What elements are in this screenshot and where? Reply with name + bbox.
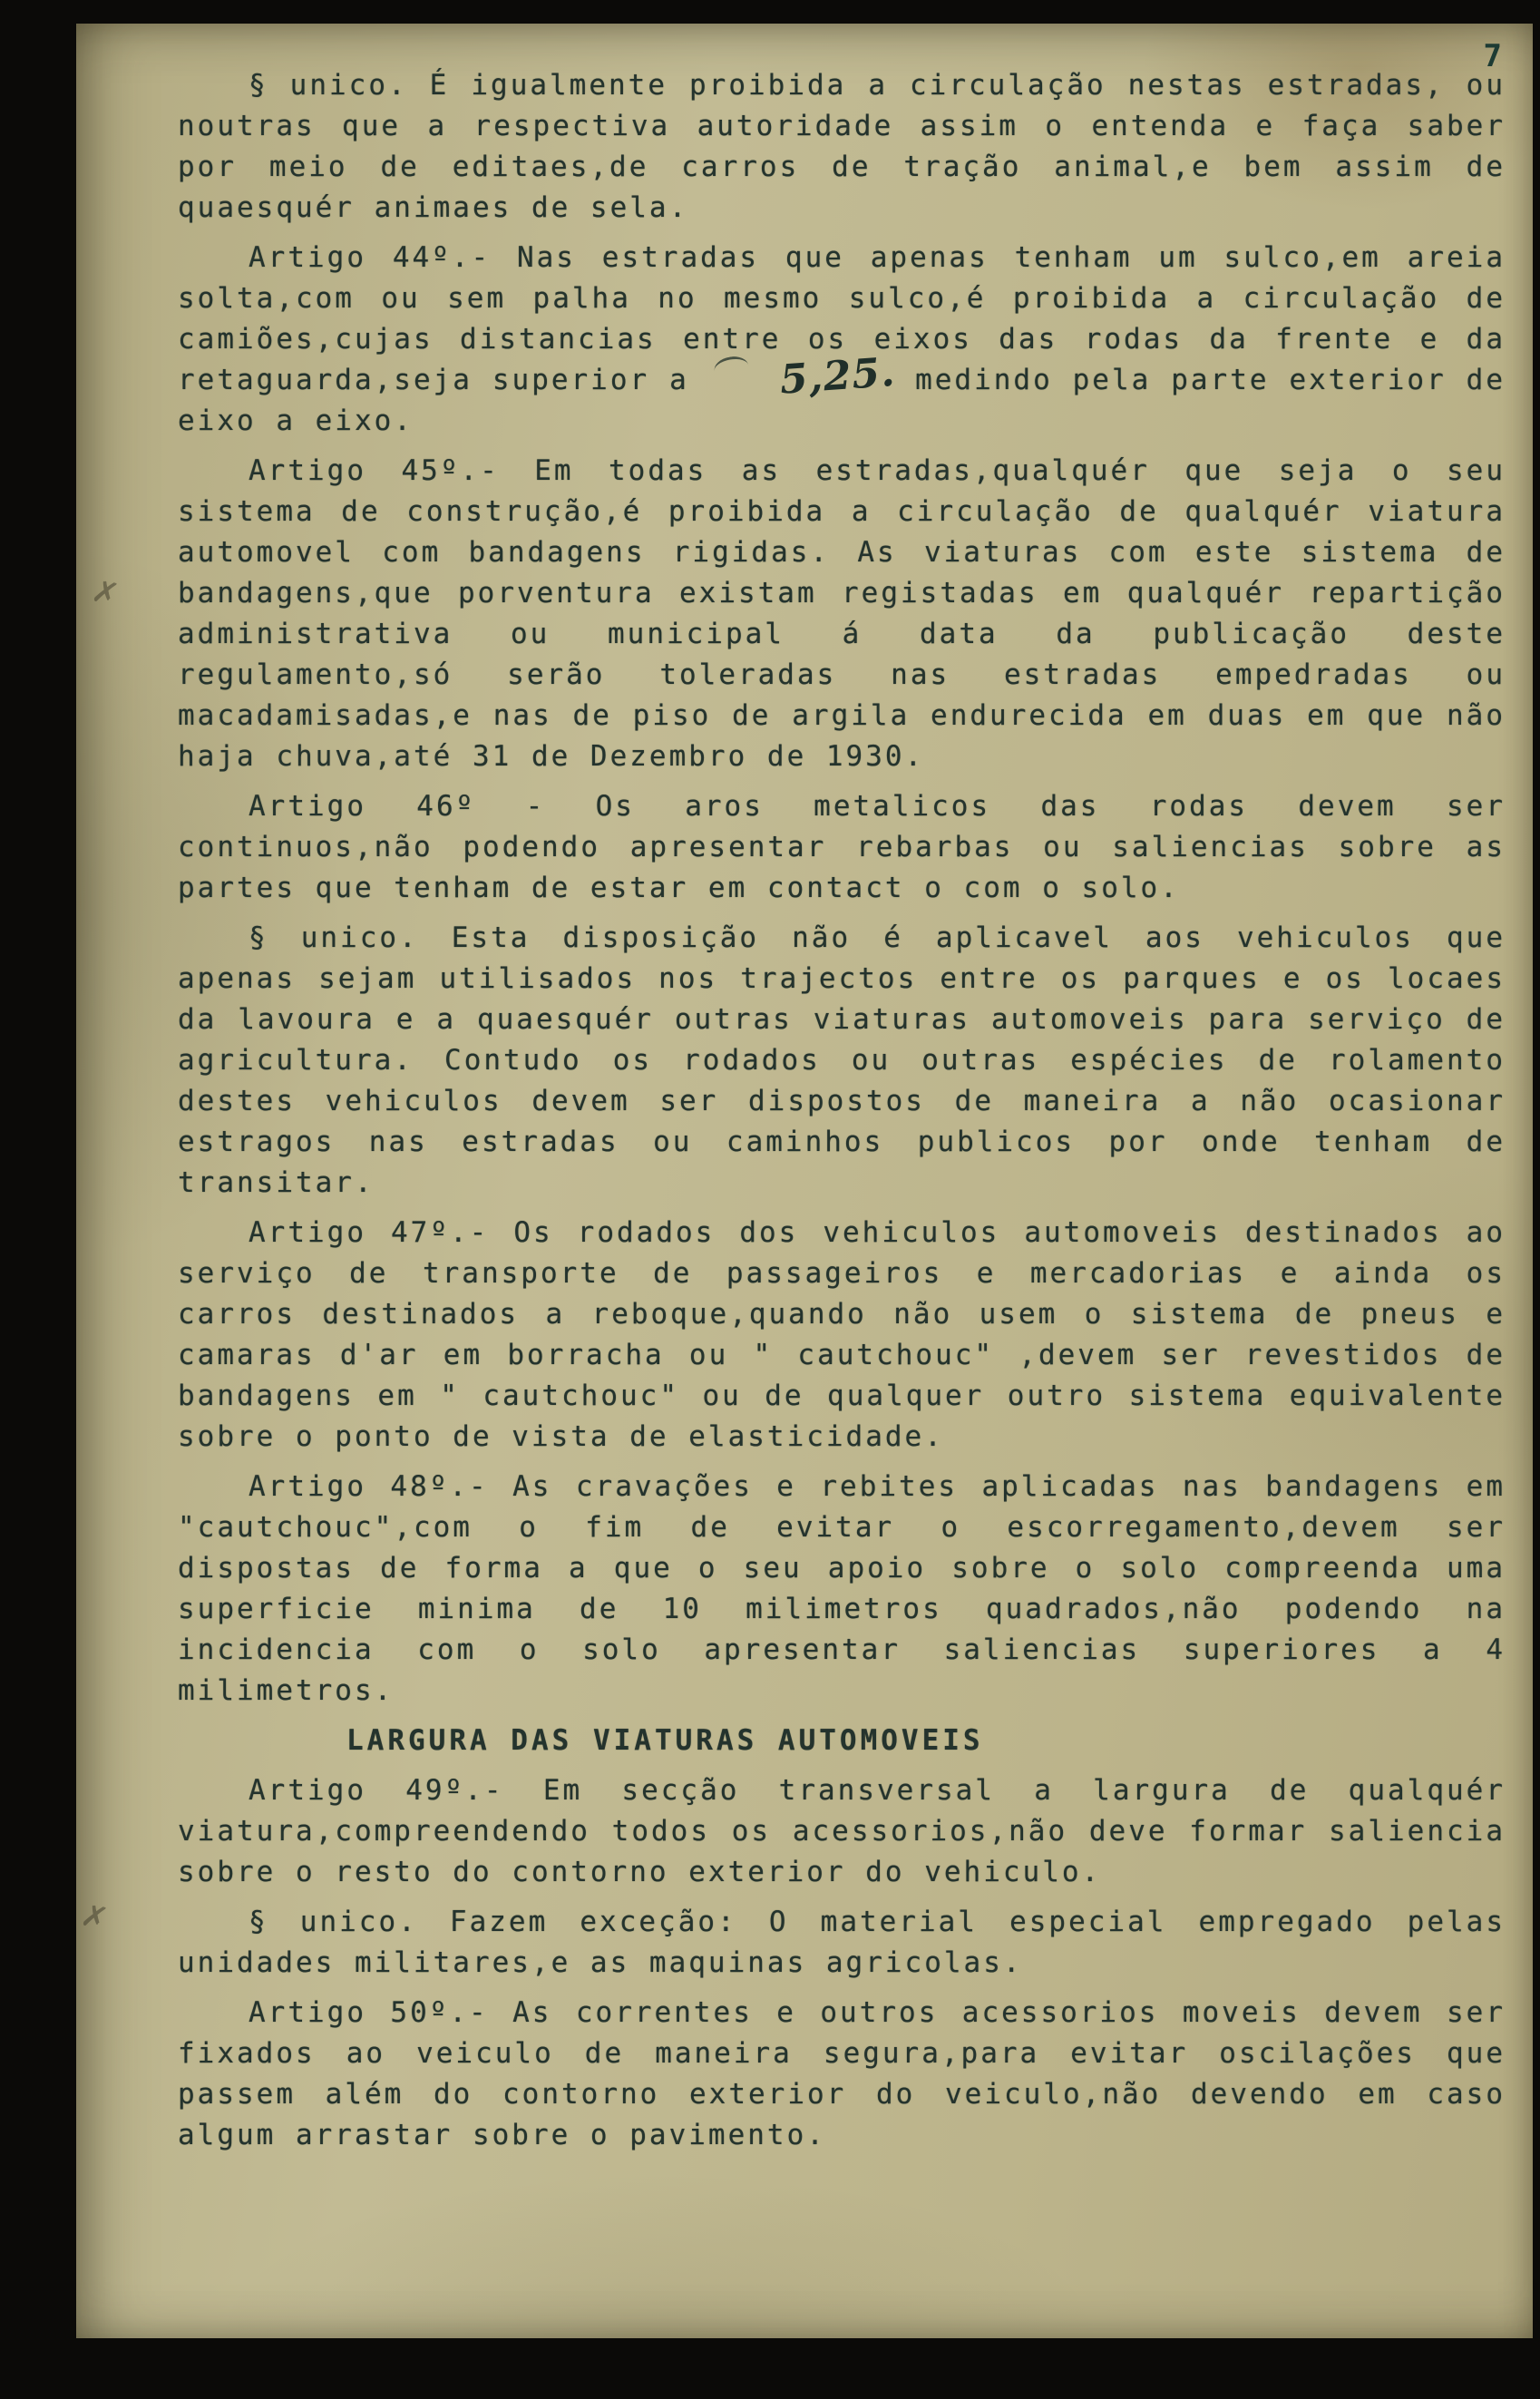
handwritten-correction: 5,25. bbox=[709, 373, 895, 385]
paragraph-s-unico-1: § unico. É igualmente proibida a circulação nestas estradas, ou noutras que a respectiva autoridade assim o entenda e faça saber por meio de editaes,de carros de tração animal,e bem assim de quaesquér animaes de sela. bbox=[178, 69, 1506, 224]
paragraph-artigo-44 bbox=[178, 238, 1506, 442]
document-content bbox=[178, 65, 1506, 2156]
paragraph-artigo-47: Artigo 47º.- Os rodados dos vehiculos automoveis destinados ao serviço de transporte de passageiros e mercadorias e ainda os carros destinados a reboque,quando não usem o sistema de pneus e camaras d'ar em borracha ou " cautchouc" ,devem ser revestidos de bandagens em " cautchouc" ou de qualquer outro sistema equivalente sobre o ponto de vista de elasticidade. bbox=[178, 1216, 1506, 1453]
paragraph-artigo-48: Artigo 48º.- As cravações e rebites aplicadas nas bandagens em "cautchouc",com o fim de evitar o escorregamento,devem ser dispostas de forma a que o seu apoio sobre o solo compreenda uma superficie minima de 10 milimetros quadrados,não podendo na incidencia com o solo apresentar saliencias superiores a 4 milimetros. bbox=[178, 1470, 1506, 1707]
paragraph-artigo-45: Artigo 45º.- Em todas as estradas,qualquér que seja o seu sistema de construção,é proibida a circulação de qualquér viatura automovel com bandagens rigidas. As viaturas com este sistema de bandagens,que porventura existam registadas em qualquér repartição administrativa ou municipal á data da publicação deste regulamento,só serão toleradas nas estradas empedradas ou macadamisadas,e nas de piso de argila endurecida em duas em que não haja chuva,até 31 de Dezembro de 1930. bbox=[178, 454, 1506, 773]
paragraph-artigo-50: Artigo 50º.- As correntes e outros acessorios moveis devem ser fixados ao veiculo de maneira segura,para evitar oscilações que passem além do contorno exterior do veiculo,não devendo em caso algum arrastar sobre o pavimento. bbox=[178, 1996, 1506, 2151]
section-heading: LARGURA DAS VIATURAS AUTOMOVEIS bbox=[346, 1724, 984, 1757]
handwritten-margin-mark: ✗ bbox=[89, 565, 122, 615]
paragraph-artigo-46: Artigo 46º - Os aros metalicos das rodas devem ser continuos,não podendo apresentar rebarbas ou saliencias sobre as partes que tenham de estar em contact o com o solo. bbox=[178, 790, 1506, 904]
handwritten-margin-mark: ✗ bbox=[78, 1889, 112, 1939]
paragraph-artigo-49: Artigo 49º.- Em secção transversal a largura de qualquér viatura,compreendendo todos os acessorios,não deve formar saliencia sobre o resto do contorno exterior do vehiculo. bbox=[178, 1774, 1506, 1888]
page-number: 7 bbox=[1483, 38, 1502, 74]
document-page bbox=[76, 24, 1533, 2338]
paragraph-s-unico-2: § unico. Esta disposição não é aplicavel aos vehiculos que apenas sejam utilisados nos trajectos entre os parques e os locaes da lavoura e a quaesquér outras viaturas automoveis para serviço de agricultura. Contudo os rodados ou outras espécies de rolamento destes vehiculos devem ser dispostos de maneira a não ocasionar estragos nas estradas ou caminhos publicos por onde tenham de transitar. bbox=[178, 922, 1506, 1199]
paragraph-text-segment: medindo pela parte exterior de eixo a eixo. bbox=[178, 364, 1506, 437]
paragraph-text-segment: Artigo 44º.- Nas estradas que apenas tenham um sulco,em areia solta,com ou sem palha no mesmo sulco,é proibida a circulação de camiões,cujas distancias entre os eixos das rodas da frente e da retaguarda,seja superior a bbox=[178, 241, 1506, 396]
paragraph-s-unico-3: § unico. Fazem exceção: O material especial empregado pelas unidades militares,e as maquinas agricolas. bbox=[178, 1906, 1506, 1979]
